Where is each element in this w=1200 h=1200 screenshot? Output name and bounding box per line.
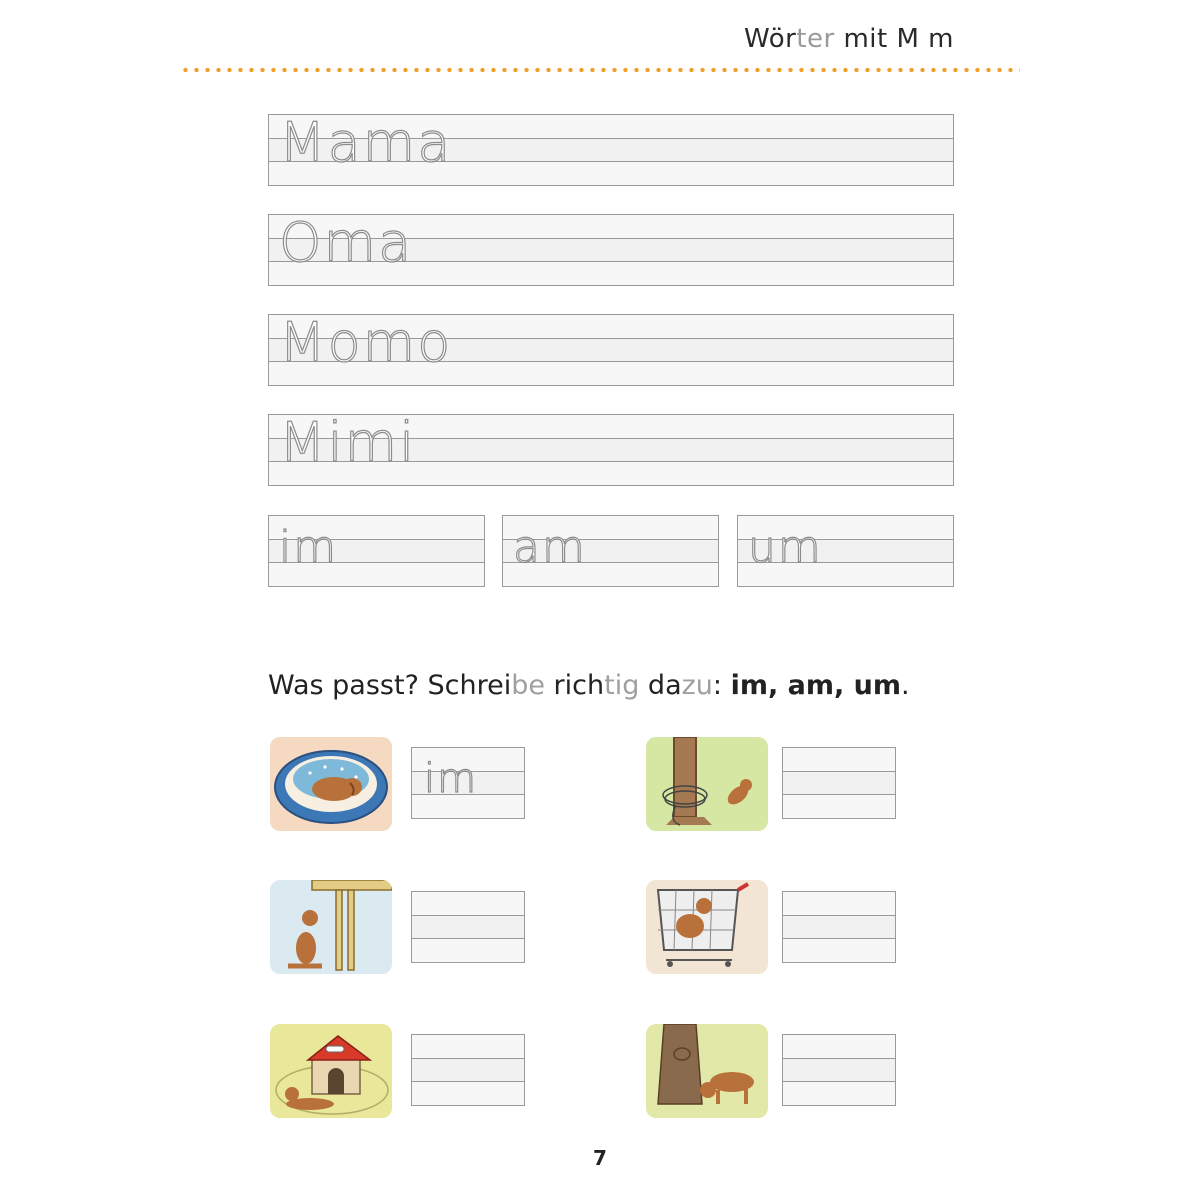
trace-row-1[interactable] xyxy=(268,111,954,186)
trace-word: Oma xyxy=(279,211,414,274)
instruction-text: da xyxy=(639,670,682,701)
instruction-text: : xyxy=(712,670,731,701)
answer-box-1[interactable] xyxy=(411,747,525,819)
dog-at-table-icon xyxy=(270,880,392,974)
exercise-instruction xyxy=(268,670,910,701)
instruction-syllable: zu xyxy=(681,670,713,701)
answer-box-3[interactable] xyxy=(411,891,525,963)
trace-row-4[interactable] xyxy=(268,411,954,486)
instruction-syllable: tig xyxy=(604,670,640,701)
trace-word: Momo xyxy=(279,311,453,374)
page-number: 7 xyxy=(593,1146,607,1170)
dog-at-tree-icon xyxy=(646,737,768,831)
answer-box-5[interactable] xyxy=(411,1034,525,1106)
short-word-box-3[interactable] xyxy=(737,515,954,587)
trace-row-3[interactable] xyxy=(268,311,954,386)
page-header xyxy=(744,24,954,54)
answer-trace-word: im xyxy=(424,756,479,802)
instruction-syllable: be xyxy=(511,670,545,701)
trace-word: im xyxy=(279,522,339,573)
dog-in-basket-icon xyxy=(270,737,392,831)
trace-word: Mama xyxy=(279,111,453,174)
dog-in-shopping-cart-icon xyxy=(646,880,768,974)
answer-box-4[interactable] xyxy=(782,891,896,963)
trace-word: am xyxy=(513,522,587,573)
dog-around-tree-icon xyxy=(646,1024,768,1118)
answer-box-2[interactable] xyxy=(782,747,896,819)
header-text-3: mit M m xyxy=(834,24,954,54)
header-text-1: Wör xyxy=(744,24,797,54)
instruction-text: . xyxy=(901,670,910,701)
instruction-text: rich xyxy=(544,670,605,701)
trace-word: um xyxy=(748,522,823,573)
answer-box-6[interactable] xyxy=(782,1034,896,1106)
short-word-box-2[interactable] xyxy=(502,515,719,587)
header-text-2: ter xyxy=(796,24,835,54)
instruction-text: Was passt? Schrei xyxy=(268,670,512,701)
trace-row-2[interactable] xyxy=(268,211,954,286)
dog-at-doghouse-icon xyxy=(270,1024,392,1118)
short-word-box-1[interactable] xyxy=(268,515,485,587)
trace-word: Mimi xyxy=(279,411,417,474)
dotted-divider xyxy=(180,67,1020,73)
instruction-options: im, am, um xyxy=(730,670,902,701)
